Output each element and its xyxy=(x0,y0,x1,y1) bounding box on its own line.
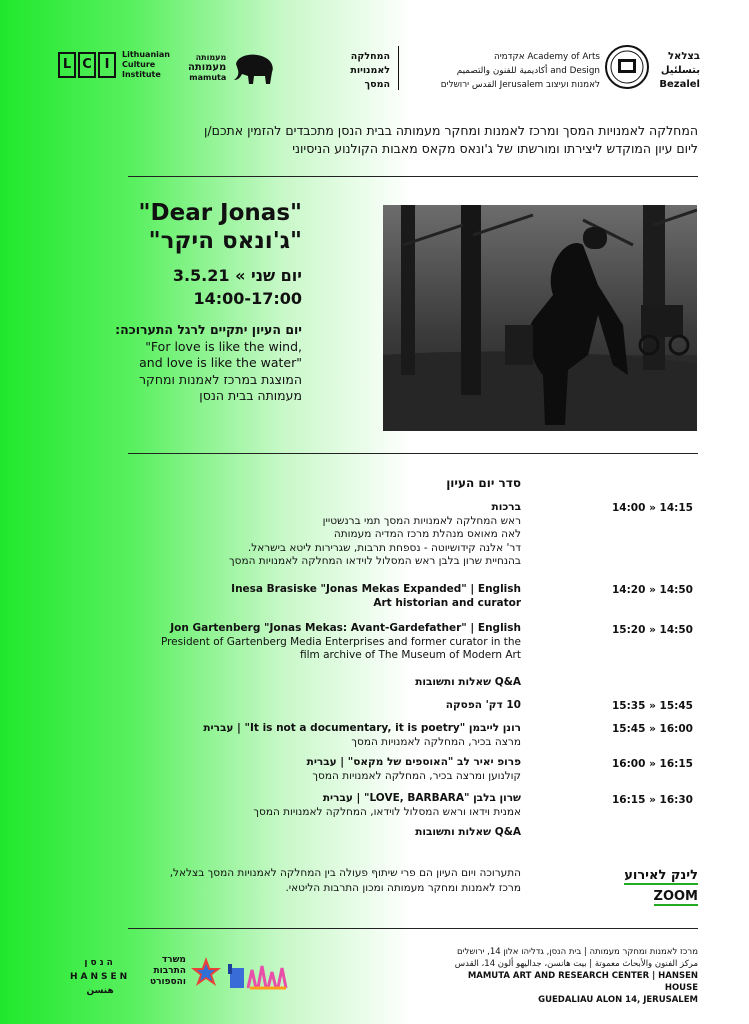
schedule-item xyxy=(101,722,521,749)
bezalel-line: בצלאל xyxy=(667,51,700,62)
item-line: Art historian and curator xyxy=(373,596,521,609)
mamuta-he-2: מעמותה xyxy=(188,62,227,73)
item-line: בהנחיית שרון בלבן ראש המסלול לוידאו המחלקה לאמנויות המסך xyxy=(229,555,521,567)
item-line: קולנוען ומרצה בכיר, המחלקה לאמנויות המסך xyxy=(312,769,521,782)
dept-line: המחלקה xyxy=(350,51,390,62)
address xyxy=(440,946,698,1006)
zoom-note-line: מרכז לאמנות ומחקר מעמותה ומכון התרבות הליטאי. xyxy=(285,882,521,894)
ministry-logo xyxy=(150,955,222,988)
academy-line: and Design أكاديمية للفنون والتصميم xyxy=(456,66,600,76)
bezalel-line: بتسلئيل xyxy=(660,65,700,76)
schedule-item xyxy=(101,756,521,783)
item-line: דר' אלנה קידושיוטה - נספחת תרבות, שגרירות ליטא בישראל. xyxy=(247,541,521,554)
film-still-image xyxy=(383,205,697,431)
dept-line: לאמנויות xyxy=(350,65,390,76)
bezalel-logo-text xyxy=(652,50,700,92)
schedule-time: 15:35 » 15:45 xyxy=(612,700,693,712)
hansen-line: HANSEN xyxy=(70,972,131,982)
divider xyxy=(128,176,698,177)
schedule-time: 15:20 » 14:50 xyxy=(612,624,693,636)
intro-line: המחלקה לאמנויות המסך ומרכז לאמנות ומחקר מעמותה בבית הנסן מתכבדים להזמין אתכם/ן xyxy=(204,123,698,138)
hansen-line: הנסן xyxy=(84,958,116,968)
title-he: "ג'ונאס היקר" xyxy=(148,228,302,254)
item-line: לאה מאואס מנהלת מרכז המדיה מעמותה xyxy=(333,528,521,540)
address-line: מרכז לאמנות ומחקר מעמותה | בית הנסן, גדליהו אלון 14, ירושלים xyxy=(456,947,698,957)
schedule-qa: Q&A שאלות ותשובות xyxy=(415,676,521,688)
schedule-qa: Q&A שאלות ותשובות xyxy=(415,826,521,838)
schedule-time: 14:20 » 14:50 xyxy=(612,584,693,596)
item-line: ראש המחלקה לאמנויות המסך תמי ברנשטיין xyxy=(322,514,521,527)
divider xyxy=(128,453,698,454)
event-info xyxy=(100,200,302,405)
item-title: שרון בלבן "LOVE, BARBARA" | עברית xyxy=(322,792,521,804)
schedule-item xyxy=(101,792,521,819)
ministry-line: משרד xyxy=(161,955,186,965)
note-en-1: "For love is like the wind, xyxy=(145,338,302,354)
address-line: GUEDALIAU ALON 14, JERUSALEM xyxy=(538,995,698,1005)
item-line: מרצה בכיר, המחלקה לאמנויות המסך xyxy=(351,735,521,748)
note-en-2: and love is like the water" xyxy=(139,355,302,370)
academy-text xyxy=(404,50,600,92)
schedule-heading: סדר יום העיון xyxy=(446,476,521,490)
mamuta-logo xyxy=(188,50,278,86)
schedule-item xyxy=(101,622,521,663)
department-logo xyxy=(330,50,390,92)
intro-line: ליום עיון המוקדש ליצירתו ומורשתו של ג'ונאס מקאס מאבות הקולנוע הניסיוני xyxy=(292,141,698,156)
lci-text: Lithuanian Culture Institute xyxy=(122,50,170,79)
schedule-time: 14:00 » 14:15 xyxy=(612,502,693,514)
schedule-time: 15:45 » 16:00 xyxy=(612,723,693,735)
event-date: יום שני » 3.5.21 xyxy=(172,266,302,285)
event-time: 14:00-17:00 xyxy=(193,289,302,308)
lci-letter: I xyxy=(98,52,116,78)
item-line: אמנית וידאו וראש המסלול לוידאו, המחלקה לאמנויות המסך xyxy=(253,805,521,818)
bezalel-emblem-icon xyxy=(604,44,650,90)
item-title: רונן לייבמן "It is not a documentary, it is poetry" | עברית xyxy=(203,722,521,734)
zoom-label[interactable]: ZOOM xyxy=(653,889,698,904)
mamuta-en: mamuta xyxy=(189,73,227,82)
mammoth-icon xyxy=(230,50,278,86)
note-line-1: יום העיון יתקיים לרגל התערוכה: xyxy=(115,322,302,337)
schedule-time: 16:00 » 16:15 xyxy=(612,758,693,770)
note-line-4: מעמותה בבית הנסן xyxy=(199,388,302,403)
intro-text xyxy=(120,122,698,158)
academy-line: לאמנות ועיצוב Jerusalem القدس ירושלים xyxy=(440,80,600,90)
hansen-logo xyxy=(70,956,130,998)
schedule-item xyxy=(101,501,521,569)
schedule-break: 10 דק' הפסקה xyxy=(445,699,521,711)
mamuta-he: מעמותה xyxy=(195,53,227,62)
ministry-star-icon xyxy=(190,956,222,988)
item-title: ברכות xyxy=(491,501,521,513)
zoom-link-label[interactable]: לינק לאירוע xyxy=(624,868,698,883)
zoom-note-line: התערוכה ויום העיון הם פרי שיתוף פעולה בין המחלקה לאמנויות המסך בצלאל, xyxy=(169,867,521,879)
note-line-3: המוצגת במרכז לאמנות ומחקר xyxy=(138,371,302,387)
lci-letter: L xyxy=(58,52,76,78)
lci-logo xyxy=(58,50,177,80)
item-title: פרופ יאיר לב "האוספים של מקאס" | עברית xyxy=(306,756,521,768)
title-en: "Dear Jonas" xyxy=(138,200,302,226)
ministry-line: והספורט xyxy=(150,977,186,987)
item-line: film archive of The Museum of Modern Art xyxy=(300,649,521,661)
lci-letter: C xyxy=(78,52,96,78)
bezalel-line: Bezalel xyxy=(659,79,700,90)
address-line: MAMUTA ART AND RESEARCH CENTER | HANSEN HOUSE xyxy=(467,971,698,993)
hansen-line: هنسن xyxy=(86,986,114,996)
zoom-note xyxy=(91,866,521,896)
item-line: President of Gartenberg Media Enterprises and former curator in the xyxy=(160,635,521,648)
divider xyxy=(128,928,698,929)
item-title: Jon Gartenberg "Jonas Mekas: Avant-Gardefather" | English xyxy=(170,622,521,634)
lci-mark-icon xyxy=(58,52,116,78)
jerusalem-logo-icon xyxy=(228,960,288,994)
item-title: Inesa Brasiske "Jonas Mekas Expanded" | English xyxy=(231,583,521,595)
academy-line: Academy of Arts אקדמיה xyxy=(493,52,600,62)
header-divider xyxy=(398,46,399,90)
schedule-item xyxy=(101,583,521,610)
schedule-time: 16:15 » 16:30 xyxy=(612,794,693,806)
ministry-line: התרבות xyxy=(153,966,186,976)
zoom-link[interactable] xyxy=(612,864,698,906)
dept-line: המסך xyxy=(364,79,390,90)
address-line: مركز الفنون والأبحاث معموتة | بيت هانسن، جداليهو ألون 14، القدس xyxy=(454,959,698,969)
